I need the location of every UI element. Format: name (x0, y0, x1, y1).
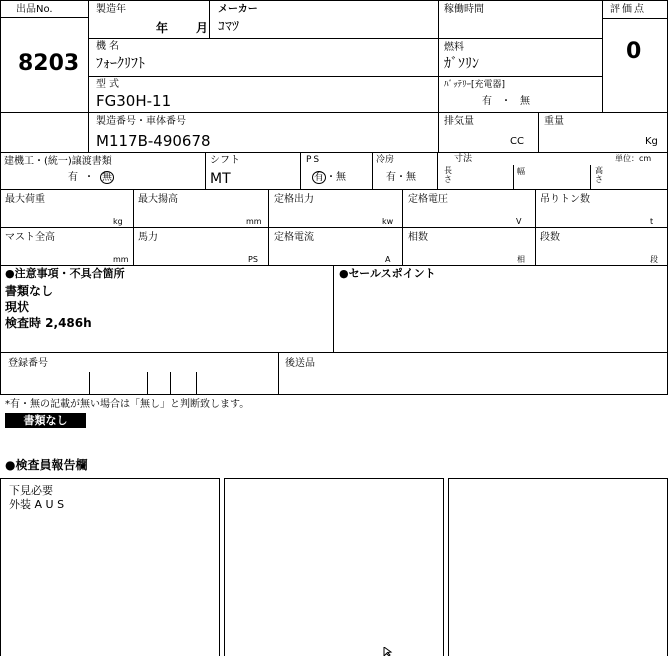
length-label: 長さ (444, 166, 452, 184)
spec-label: 相数 (408, 232, 428, 243)
inspector-label: ●検査員報告欄 (5, 458, 88, 472)
ps-label: PS (306, 155, 322, 165)
spec-unit: 相 (517, 255, 525, 264)
note-line: 現状 (5, 300, 30, 314)
spec-label: 最大揚高 (138, 194, 178, 205)
spec-unit: 段 (650, 255, 658, 264)
type-label: 型式 (96, 79, 122, 90)
inspector-box-3 (448, 478, 668, 656)
mouse-cursor-icon (383, 647, 393, 656)
lot-number: 8203 (18, 51, 80, 76)
year-unit: 年 (156, 21, 169, 35)
spec-label: 定格電流 (274, 232, 314, 243)
height-label: 高さ (595, 166, 603, 184)
shift-value: MT (210, 171, 231, 187)
fuel-value: ｶﾞｿﾘﾝ (444, 56, 479, 72)
hours-label: 稼働時間 (444, 4, 484, 15)
notes-label: ●注意事項・不具合箇所 (5, 267, 125, 280)
sales-label: ●セールスポイント (339, 267, 436, 280)
inspector-notes (9, 484, 64, 512)
spec-unit: t (650, 217, 654, 226)
score-label: 評価点 (610, 4, 646, 15)
weight-label: 重量 (544, 116, 564, 127)
spec-label: 馬力 (138, 232, 158, 243)
serial-value: M117B-490678 (96, 132, 211, 150)
spec-unit: V (516, 217, 522, 226)
note-line: 書類なし (5, 284, 54, 298)
spec-unit: kw (382, 217, 394, 226)
dimensions-label: 寸法 (454, 154, 473, 164)
spec-unit: mm (113, 255, 129, 264)
model-name-value: ﾌｫｰｸﾘﾌﾄ (96, 56, 145, 72)
cooling-options: 有・無 (386, 172, 416, 183)
displacement-label: 排気量 (444, 116, 474, 127)
year-label: 製造年 (96, 4, 126, 15)
inspector-line: 外装 A U S (9, 498, 65, 511)
dimensions-unit-note: 単位：cm (615, 154, 652, 163)
spec-label: 最大荷重 (5, 194, 45, 205)
model-name-label: 機名 (96, 41, 122, 52)
spec-label: 定格電圧 (408, 194, 448, 205)
shift-label: シフト (210, 155, 240, 166)
cooling-label: 冷房 (376, 155, 395, 165)
displacement-unit: CC (510, 136, 524, 147)
note-line: 検査時 2,486h (5, 316, 92, 330)
shipping-label: 後送品 (285, 358, 315, 369)
registration-label: 登録番号 (8, 358, 48, 369)
ps-options: 有 ・無 (314, 172, 346, 183)
spec-unit: PS (248, 255, 258, 264)
maker-value: ｺﾏﾂ (218, 19, 239, 35)
spec-label: 段数 (540, 232, 560, 243)
month-unit: 月 (196, 21, 209, 35)
footnote: *有・無の記載が無い場合は「無し」と判断致します。 (5, 399, 250, 410)
maker-label: メーカー (218, 4, 258, 15)
battery-label: ﾊﾞｯﾃﾘｰ[充電器] (444, 80, 506, 90)
serial-label: 製造番号・車体番号 (96, 116, 186, 127)
spec-label: 吊りトン数 (540, 194, 590, 205)
transfer-options: 有 ・ 無 (68, 172, 112, 183)
notes-lines (5, 283, 92, 331)
doc-badge: 書類なし (5, 413, 86, 428)
transfer-label: 建機工・(統一)譲渡書類 (4, 156, 112, 167)
spec-label: マスト全高 (5, 232, 55, 243)
inspector-box-2 (224, 478, 444, 656)
weight-unit: Kg (645, 136, 658, 147)
spec-label: 定格出力 (274, 194, 314, 205)
battery-options: 有 ・ 無 (482, 96, 530, 107)
inspector-box-1 (0, 478, 220, 656)
width-label: 幅 (517, 167, 525, 176)
spec-unit: A (385, 255, 391, 264)
inspector-line: 下見必要 (9, 484, 53, 497)
spec-unit: mm (246, 217, 262, 226)
type-value: FG30H-11 (96, 92, 172, 110)
score-value: 0 (626, 39, 642, 64)
fuel-label: 燃料 (444, 42, 464, 53)
lot-label: 出品No. (16, 4, 53, 15)
spec-unit: kg (113, 217, 123, 226)
